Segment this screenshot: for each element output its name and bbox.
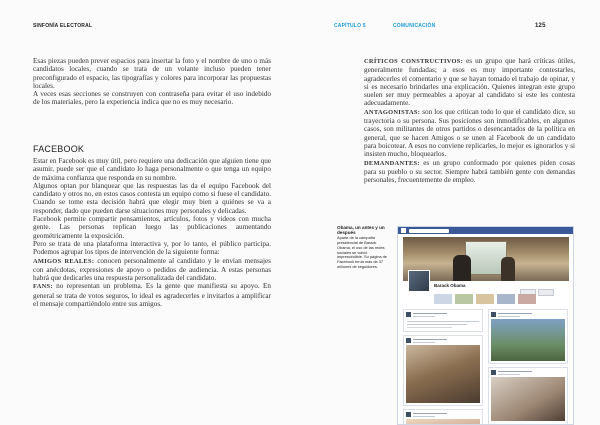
running-head-chapter: CAPÍTULO 5: [334, 23, 366, 29]
post-header: [489, 310, 567, 319]
avatar: [491, 312, 496, 317]
tab-thumbnail: [497, 294, 515, 304]
section-heading: FACEBOOK: [33, 144, 85, 154]
post-header: [404, 410, 482, 419]
post-meta-line: [413, 342, 435, 343]
timeline-post: [488, 309, 568, 364]
term-label: ANTAGONISTAS:: [364, 108, 421, 116]
timeline-left-column: [403, 309, 483, 425]
term-paragraph: [364, 108, 575, 159]
post-meta-line: [498, 316, 520, 317]
post-photo: [406, 419, 480, 425]
right-page-text: [364, 57, 575, 184]
term-text: conocen personalmente al candidato y le envían mensajes con anécdotas, expresiones de apoyo o pedidos de audiencia. A estas personas habrá que dedicarles una respuesta personalizada del candidato.: [33, 256, 271, 283]
profile-name: Barack Obama: [434, 283, 466, 288]
avatar: [491, 370, 496, 375]
post-meta-line: [413, 416, 435, 417]
post-header: [489, 368, 567, 377]
paragraph: Pero se trata de una plataforma interactiva y, por lo tanto, el público participa. Podemos agrupar los tipos de intervención de la siguiente forma:: [33, 239, 271, 257]
term-text: es un grupo conformado por quienes piden cosas para su pueblo o su sector. Siempre habrá también gente con demandas personales, frecuentemente de empleo.: [364, 158, 575, 185]
post-meta-line: [413, 313, 447, 314]
tab-thumbnail: [455, 294, 473, 304]
intro-text: [33, 57, 271, 107]
post-photo: [491, 377, 565, 421]
timeline-post: [403, 409, 483, 425]
term-text: es un grupo que hará críticas útiles, generalmente fundadas; a esos es muy importante contestarles, agradecerles el comentario y que se hayan tomado el trabajo de opinar, y si es necesario brindarles una explicación. Quienes integran este grupo suelen ser muy permeables a apoyar al candidato si este les contesta adecuadamente.: [364, 57, 575, 108]
facebook-page-screenshot: [397, 226, 574, 425]
figure-caption: [337, 225, 387, 270]
post-header: [404, 336, 482, 345]
message-button: [538, 289, 554, 296]
avatar: [406, 412, 411, 417]
tab-thumbnail: [518, 294, 536, 304]
term-label: CRÍTICOS CONSTRUCTIVOS:: [364, 58, 464, 65]
post-header: [404, 310, 482, 319]
paragraph: Esas piezas pueden prever espacios para insertar la foto y el nombre de uno o más candidatos locales, cuando se trata de un volante incluso pueden tener preconfigurado el espacio, las tipografías y colores para incorporar las propuestas locales.: [33, 57, 271, 90]
facebook-section-text: [33, 157, 271, 308]
facebook-top-bar: [398, 227, 574, 234]
search-bar: [409, 229, 449, 233]
term-paragraph: [364, 57, 575, 108]
caption-title: Obama, un antes y un después: [337, 225, 385, 236]
term-label: AMIGOS REALES:: [33, 257, 95, 265]
post-meta-line: [498, 371, 532, 372]
timeline-post: [403, 335, 483, 406]
post-photo: [406, 345, 480, 403]
term-text: no representan un problema. Es la gente que manifiesta su apoyo. En general se trata de votos seguros, lo ideal es agradecerles e invitarlos a amplificar el mensaje compartiéndolo entre sus amigos.: [33, 282, 271, 309]
profile-tabs: [434, 291, 539, 309]
page-number: 125: [535, 23, 546, 29]
paragraph: Estar en Facebook es muy útil, pero requiere una dedicación que alguien tiene que asumir, puede ser que el candidato lo haga personalmente o que tenga un equipo de máxima confianza que responda en su nombre.: [33, 157, 271, 182]
term-text: son los que critican todo lo que el candidato dice, su trayectoria o su persona. Sus posiciones son inmodificables, en algunos casos, son militantes de otros partidos o desencantados de la política en general, que se hacen Amigos o se unen al Facebook de un candidato para boicotear. A esos no conviene replicarles, lo mejor es ignorarlos y si insisten mucho, bloquearlos.: [364, 107, 575, 159]
avatar: [406, 312, 411, 317]
running-head-section: COMUNICACIÓN: [393, 23, 436, 29]
post-meta-line: [498, 374, 520, 375]
timeline-post: [488, 367, 568, 425]
paragraph: A veces esas secciones se construyen con contraseña para evitar el uso indebido de los materiales, pero la experiencia indica que no es muy necesario.: [33, 90, 271, 107]
term-paragraph: [33, 282, 271, 308]
facebook-logo-icon: [401, 228, 406, 233]
cover-figure: [501, 257, 515, 281]
timeline-post: [403, 309, 483, 332]
term-paragraph: [364, 159, 575, 185]
right-page: [300, 0, 600, 425]
post-photo: [491, 319, 565, 361]
timeline-right-column: [488, 309, 568, 425]
post-meta-line: [413, 339, 447, 340]
post-meta-line: [413, 413, 447, 414]
term-label: DEMANDANTES:: [364, 159, 420, 167]
post-meta-line: [413, 316, 435, 317]
running-head-book-title: SINFONÍA ELECTORAL: [33, 23, 93, 29]
avatar: [406, 338, 411, 343]
post-meta-line: [498, 313, 532, 314]
term-label: FANS:: [33, 283, 53, 291]
paragraph: Algunos optan por blanquear que las respuestas las da el equipo Facebook del candidato y otros no, en estos casos contesta un equipo como si fuese el candidato. Cuando se tome esta decisión habrá que elegir muy bien a quiénes se va a responder, dado que pueden darse situaciones muy personales y delicadas.: [33, 181, 271, 215]
tab-thumbnail: [434, 294, 452, 304]
cover-figure: [453, 255, 471, 281]
tab-thumbnail: [476, 294, 494, 304]
paragraph: Facebook permite compartir pensamientos, artículos, fotos y videos con mucha gente. Las personas replican luego las publicaciones aumentando geométricamente la exposición.: [33, 215, 271, 240]
term-paragraph: [33, 257, 271, 283]
profile-picture: [408, 270, 430, 292]
post-text: [404, 319, 482, 331]
caption-body: Aparte de la campaña presidencial de Barack Obama, el uso de las redes sociales se volvió imprescindible. Su página de Facebook tenía más de 37 millones de seguidores.: [337, 234, 387, 270]
